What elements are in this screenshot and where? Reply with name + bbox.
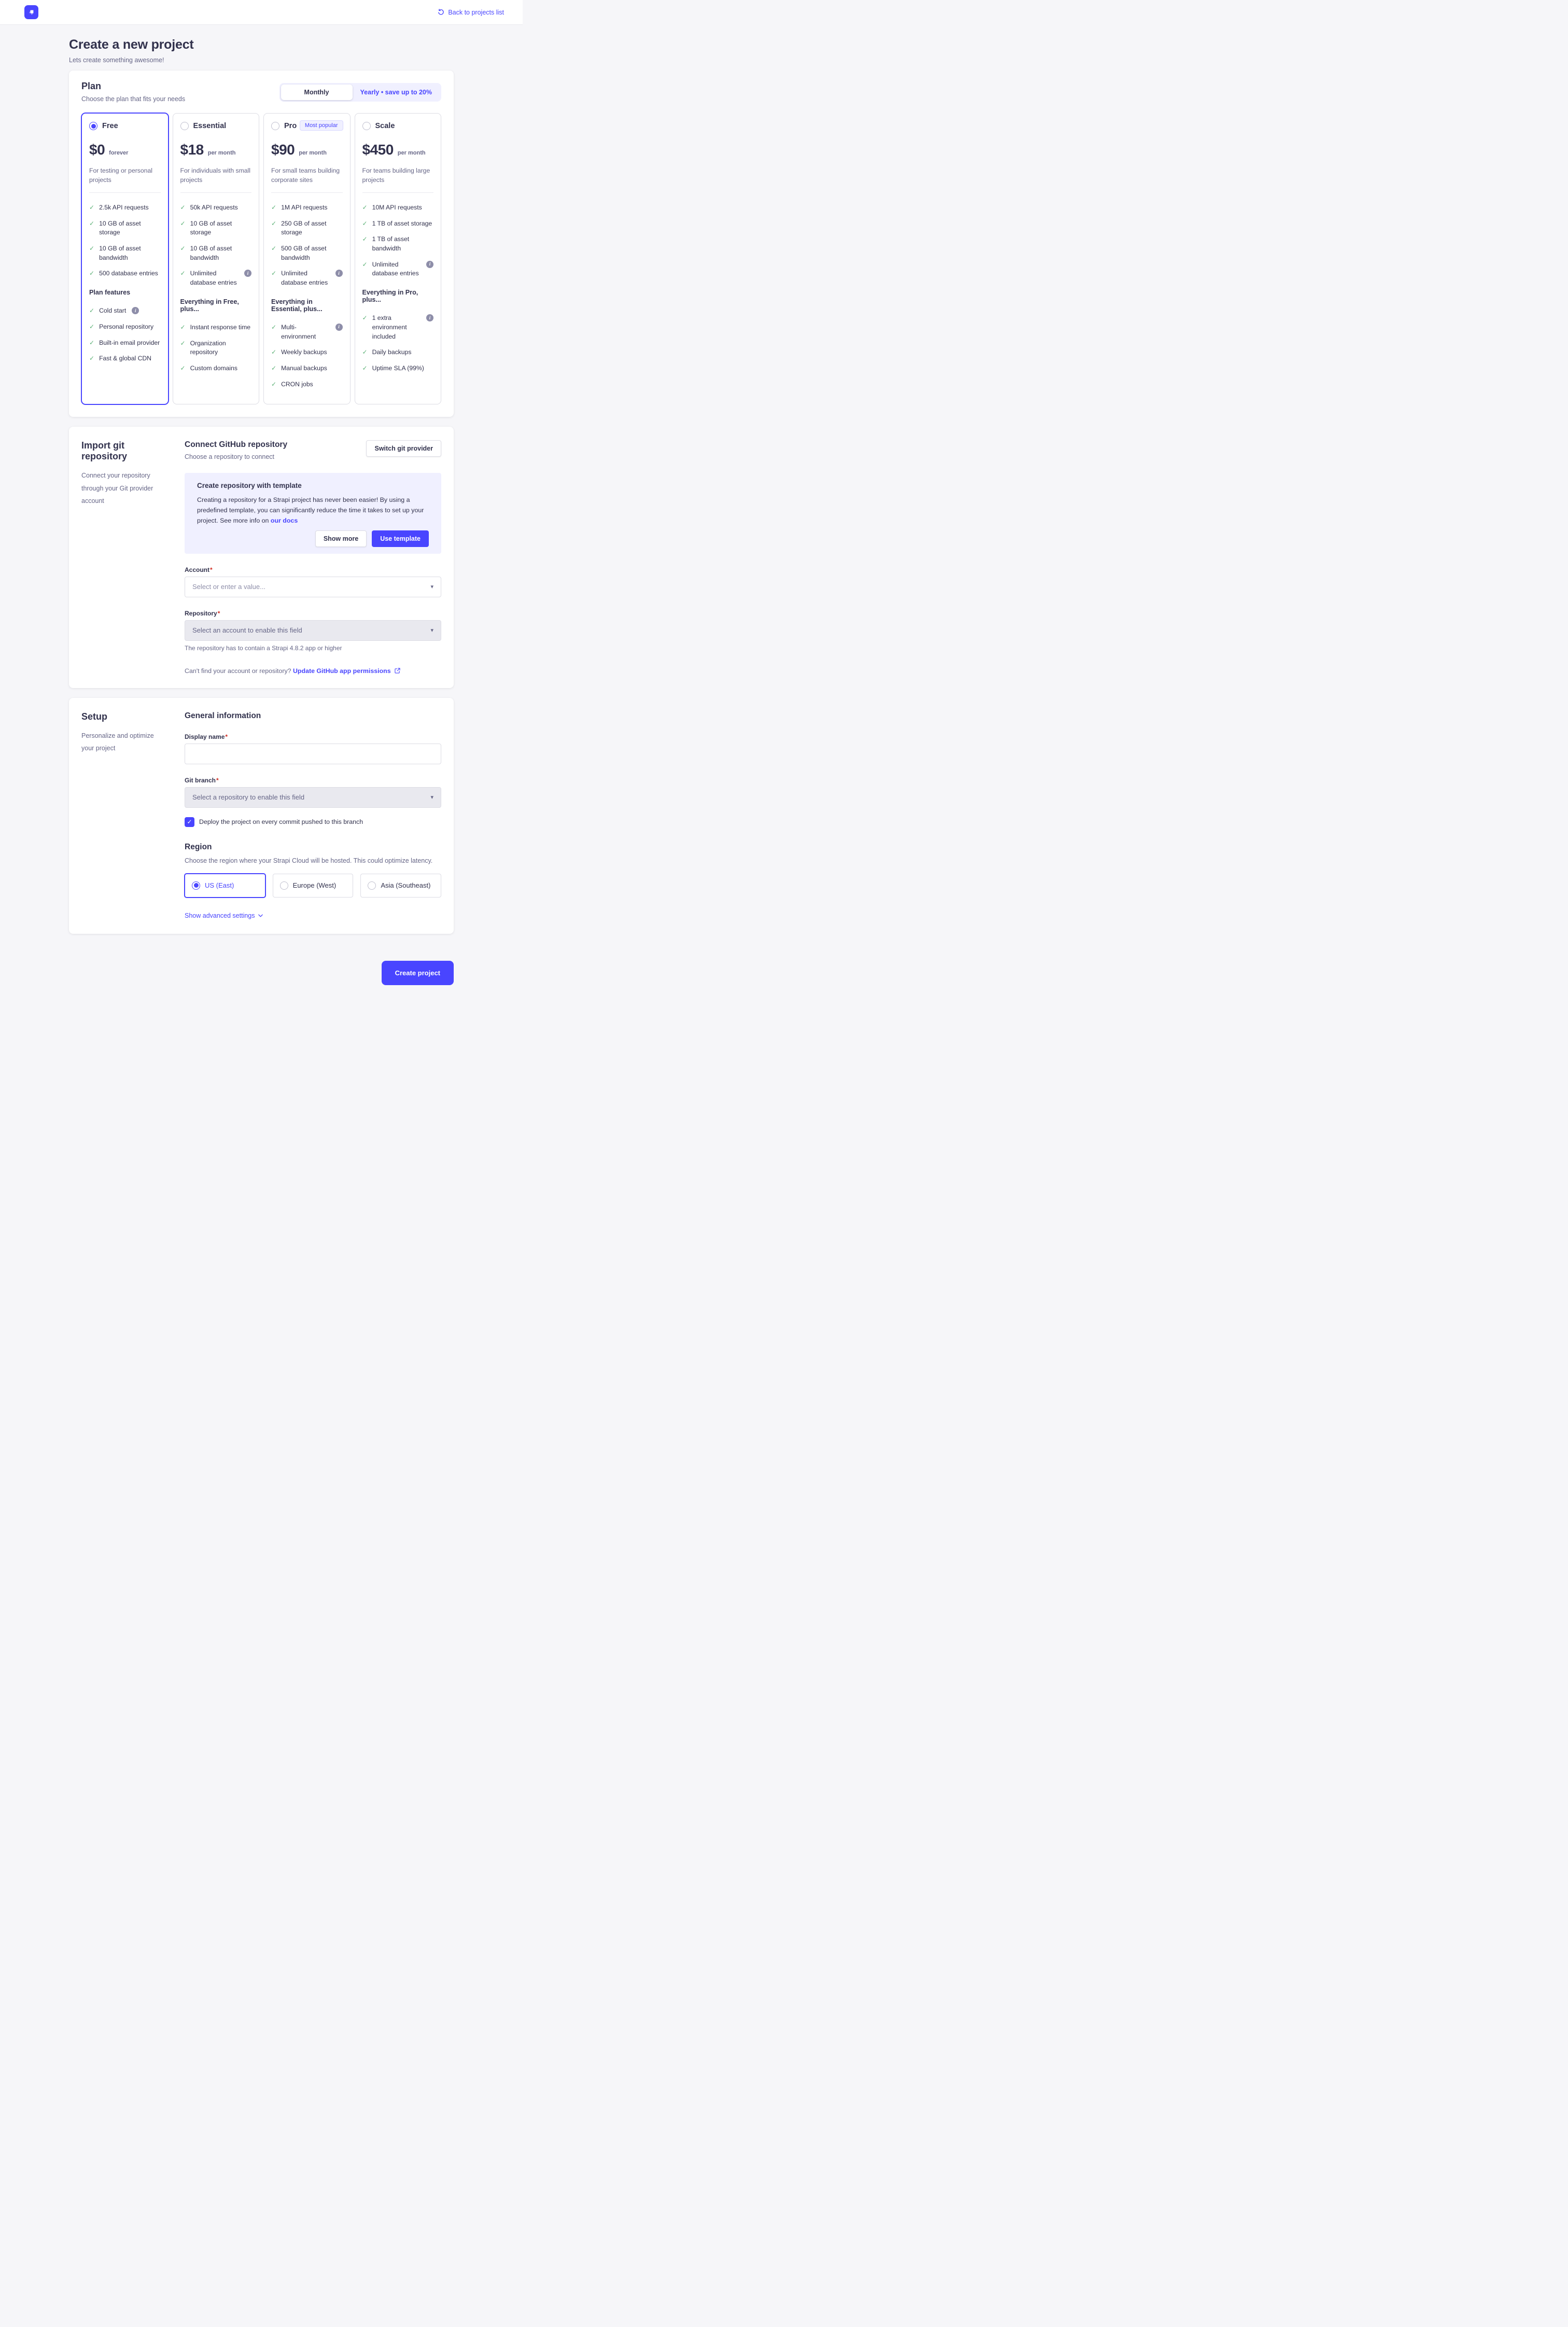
check-icon: ✓ bbox=[180, 270, 186, 277]
plan-price-period: per month bbox=[207, 150, 236, 156]
plan-price: $450 bbox=[362, 142, 394, 158]
chevron-down-icon bbox=[258, 914, 263, 917]
feature-label: Daily backups bbox=[372, 348, 412, 356]
plan-name: Essential bbox=[193, 122, 227, 130]
create-project-button[interactable]: Create project bbox=[382, 961, 454, 985]
check-icon: ✓ bbox=[89, 204, 95, 211]
feature-label: Personal repository bbox=[99, 323, 154, 330]
feature-label: 10 GB of asset bandwidth bbox=[190, 245, 232, 261]
feature-item bbox=[271, 269, 343, 287]
feature-label: 500 GB of asset bandwidth bbox=[281, 245, 327, 261]
plan-features-heading: Everything in Free, plus... bbox=[180, 298, 239, 313]
feature-item bbox=[180, 219, 252, 237]
feature-label: Custom domains bbox=[190, 364, 238, 372]
permissions-line: Can't find your account or repository? Update GitHub app permissions bbox=[185, 667, 441, 675]
repository-field bbox=[185, 610, 441, 652]
feature-label: 250 GB of asset storage bbox=[281, 219, 327, 236]
back-icon bbox=[438, 9, 444, 16]
account-select[interactable] bbox=[185, 577, 441, 597]
feature-label: 10 GB of asset storage bbox=[99, 219, 141, 236]
back-to-projects-link[interactable] bbox=[438, 9, 504, 16]
divider bbox=[180, 192, 252, 193]
check-icon: ✓ bbox=[362, 364, 368, 372]
feature-label: 50k API requests bbox=[190, 204, 238, 211]
setup-section bbox=[69, 698, 454, 934]
check-icon: ✓ bbox=[271, 204, 277, 211]
feature-item bbox=[271, 348, 343, 357]
feature-item bbox=[362, 260, 434, 278]
region-radio[interactable] bbox=[280, 881, 288, 890]
feature-label: Weekly backups bbox=[281, 348, 327, 356]
billing-toggle bbox=[279, 83, 441, 102]
plan-price: $18 bbox=[180, 142, 204, 158]
setup-description: Personalize and optimize your project bbox=[81, 732, 154, 752]
plan-feature-list bbox=[89, 203, 161, 278]
feature-item bbox=[180, 203, 252, 213]
feature-item bbox=[89, 219, 161, 237]
feature-item bbox=[89, 203, 161, 213]
feature-label: 1 TB of asset bandwidth bbox=[372, 235, 410, 253]
plan-card[interactable] bbox=[81, 113, 169, 404]
region-label: US (East) bbox=[205, 881, 234, 890]
plan-name: Pro bbox=[284, 122, 297, 130]
feature-label: Multi-environment bbox=[281, 323, 316, 340]
feature-item bbox=[89, 339, 161, 348]
external-link-icon bbox=[395, 668, 400, 674]
feature-label: Unlimited database entries bbox=[372, 260, 419, 277]
plan-description: For individuals with small projects bbox=[180, 167, 250, 184]
region-option[interactable] bbox=[185, 874, 265, 898]
required-asterisk: * bbox=[217, 609, 220, 617]
feature-item bbox=[89, 269, 161, 278]
check-icon: ✓ bbox=[89, 323, 95, 330]
billing-yearly-button[interactable]: Yearly • save up to 20% bbox=[353, 85, 440, 100]
feature-label: CRON jobs bbox=[281, 380, 313, 388]
feature-label: Manual backups bbox=[281, 364, 327, 372]
main-content bbox=[69, 37, 454, 985]
use-template-button[interactable]: Use template bbox=[372, 530, 429, 547]
plan-price-period: per month bbox=[397, 150, 426, 156]
info-icon[interactable]: i bbox=[244, 270, 251, 277]
feature-item bbox=[362, 364, 434, 373]
import-git-title: Import git repository bbox=[81, 440, 128, 462]
back-link-label: Back to projects list bbox=[448, 8, 504, 16]
repository-select-placeholder: Select an account to enable this field bbox=[192, 626, 302, 635]
template-panel bbox=[185, 473, 441, 554]
info-icon[interactable]: i bbox=[132, 307, 139, 314]
feature-label: 10 GB of asset bandwidth bbox=[99, 245, 141, 261]
plan-features-heading: Plan features bbox=[89, 289, 131, 297]
feature-item bbox=[89, 306, 161, 316]
required-asterisk: * bbox=[210, 566, 213, 573]
feature-item bbox=[362, 235, 434, 253]
template-panel-title: Create repository with template bbox=[197, 482, 302, 490]
feature-label: Instant response time bbox=[190, 323, 251, 331]
feature-label: Built-in email provider bbox=[99, 339, 160, 346]
feature-label: Unlimited database entries bbox=[281, 270, 328, 287]
plan-feature-list bbox=[180, 203, 252, 288]
feature-label: 1M API requests bbox=[281, 204, 328, 211]
feature-label: Uptime SLA (99%) bbox=[372, 364, 424, 372]
plan-price: $0 bbox=[89, 142, 105, 158]
region-radio[interactable] bbox=[368, 881, 376, 890]
connect-github-heading: Connect GitHub repository bbox=[185, 440, 288, 450]
feature-item bbox=[271, 323, 343, 341]
general-information-heading: General information bbox=[185, 711, 261, 720]
plan-section-subtitle: Choose the plan that fits your needs bbox=[81, 95, 186, 103]
strapi-logo[interactable] bbox=[24, 5, 38, 19]
git-branch-label: Git branch* bbox=[185, 776, 219, 784]
plan-extra-feature-list bbox=[89, 306, 161, 363]
page-subtitle: Lets create something awesome! bbox=[69, 57, 164, 64]
plan-description: For teams building large projects bbox=[362, 167, 430, 184]
display-name-label: Display name* bbox=[185, 733, 228, 740]
git-branch-placeholder: Select a repository to enable this field bbox=[192, 793, 305, 802]
feature-label: 500 database entries bbox=[99, 270, 158, 277]
app-header bbox=[0, 0, 523, 25]
info-icon[interactable]: i bbox=[335, 270, 343, 277]
setup-sidebar bbox=[81, 711, 162, 920]
region-label: Asia (Southeast) bbox=[381, 881, 431, 890]
show-more-button[interactable]: Show more bbox=[315, 530, 367, 547]
feature-label: Unlimited database entries bbox=[190, 270, 237, 287]
git-branch-field bbox=[185, 777, 441, 808]
region-description: Choose the region where your Strapi Cloud will be hosted. This could optimize latency. bbox=[185, 857, 433, 864]
region-grid bbox=[185, 874, 441, 898]
repository-label: Repository* bbox=[185, 609, 220, 617]
feature-label: 10 GB of asset storage bbox=[190, 219, 232, 236]
update-github-permissions-link[interactable]: Update GitHub app permissions bbox=[293, 667, 400, 675]
feature-item bbox=[271, 203, 343, 213]
info-icon[interactable]: i bbox=[426, 314, 433, 321]
check-icon: ✓ bbox=[89, 339, 95, 346]
feature-item bbox=[271, 244, 343, 262]
region-option[interactable] bbox=[360, 874, 441, 898]
region-option[interactable] bbox=[273, 874, 354, 898]
most-popular-badge: Most popular bbox=[300, 120, 343, 131]
plan-grid bbox=[81, 113, 441, 404]
repository-select bbox=[185, 620, 441, 641]
strapi-logo-icon bbox=[27, 8, 36, 17]
feature-item bbox=[271, 364, 343, 373]
git-branch-select bbox=[185, 787, 441, 808]
feature-item bbox=[89, 244, 161, 262]
feature-label: 1 TB of asset storage bbox=[372, 219, 432, 227]
deploy-checkbox[interactable]: ✓ bbox=[185, 817, 194, 827]
check-icon: ✓ bbox=[89, 219, 95, 227]
check-icon: ✓ bbox=[271, 219, 277, 227]
check-icon: ✓ bbox=[180, 339, 186, 347]
plan-radio[interactable] bbox=[180, 122, 189, 130]
feature-item bbox=[362, 314, 434, 341]
required-asterisk: * bbox=[216, 776, 219, 784]
repository-hint: The repository has to contain a Strapi 4.8.2 app or higher bbox=[185, 644, 342, 652]
plan-name: Scale bbox=[375, 122, 395, 130]
feature-item bbox=[180, 323, 252, 332]
check-icon: ✓ bbox=[362, 314, 368, 322]
feature-label: Organization repository bbox=[190, 339, 226, 356]
chevron-down-icon: ▾ bbox=[430, 584, 433, 591]
page-title: Create a new project bbox=[69, 37, 194, 52]
check-icon: ✓ bbox=[180, 364, 186, 372]
import-git-section bbox=[69, 427, 454, 688]
divider bbox=[362, 192, 434, 193]
plan-extra-feature-list bbox=[362, 314, 434, 373]
plan-description: For testing or personal projects bbox=[89, 167, 152, 184]
deploy-checkbox-row[interactable] bbox=[185, 817, 441, 827]
check-icon: ✓ bbox=[180, 219, 186, 227]
check-icon: ✓ bbox=[271, 270, 277, 277]
plan-card[interactable] bbox=[263, 113, 351, 404]
plan-price-period: forever bbox=[109, 150, 129, 156]
check-icon: ✓ bbox=[271, 245, 277, 253]
feature-label: 10M API requests bbox=[372, 204, 422, 211]
plan-name: Free bbox=[102, 122, 118, 130]
feature-item bbox=[180, 244, 252, 262]
check-icon: ✓ bbox=[362, 235, 368, 243]
required-asterisk: * bbox=[225, 733, 228, 740]
plan-feature-list bbox=[362, 203, 434, 278]
footer-actions bbox=[69, 961, 454, 985]
deploy-checkbox-label: Deploy the project on every commit pushed to this branch bbox=[199, 818, 363, 826]
plan-extra-feature-list bbox=[271, 323, 343, 389]
plan-extra-feature-list bbox=[180, 323, 252, 373]
setup-title: Setup bbox=[81, 711, 108, 722]
plan-radio[interactable] bbox=[271, 122, 279, 130]
check-icon: ✓ bbox=[271, 348, 277, 356]
feature-label: 1 extra environment included bbox=[372, 314, 407, 340]
region-label: Europe (West) bbox=[292, 881, 337, 890]
plan-features-heading: Everything in Essential, plus... bbox=[271, 298, 323, 313]
plan-section bbox=[69, 71, 454, 417]
feature-item bbox=[180, 364, 252, 373]
account-select-placeholder: Select or enter a value... bbox=[192, 583, 265, 591]
check-icon: ✓ bbox=[89, 355, 95, 362]
region-radio[interactable] bbox=[192, 881, 200, 890]
feature-item bbox=[89, 323, 161, 332]
info-icon[interactable]: i bbox=[426, 261, 433, 268]
import-git-description: Connect your repository through your Git provider account bbox=[81, 472, 153, 504]
divider bbox=[271, 192, 343, 193]
feature-label: Cold start bbox=[99, 307, 127, 315]
account-label: Account* bbox=[185, 566, 213, 573]
check-icon: ✓ bbox=[362, 348, 368, 356]
plan-radio[interactable] bbox=[89, 122, 97, 130]
check-icon: ✓ bbox=[271, 364, 277, 372]
plan-card[interactable] bbox=[355, 113, 442, 404]
check-icon: ✓ bbox=[271, 380, 277, 388]
info-icon[interactable]: i bbox=[335, 324, 343, 331]
feature-item bbox=[362, 348, 434, 357]
check-icon: ✓ bbox=[180, 204, 186, 211]
chevron-down-icon: ▾ bbox=[430, 627, 433, 634]
check-icon: ✓ bbox=[89, 270, 95, 277]
plan-card[interactable] bbox=[173, 113, 260, 404]
check-icon: ✓ bbox=[180, 245, 186, 253]
feature-label: Fast & global CDN bbox=[99, 355, 151, 362]
import-git-sidebar bbox=[81, 440, 162, 675]
feature-item bbox=[180, 269, 252, 287]
feature-item bbox=[271, 380, 343, 389]
our-docs-link[interactable]: our docs bbox=[270, 516, 298, 524]
check-icon: ✓ bbox=[89, 245, 95, 253]
account-field bbox=[185, 566, 441, 597]
plan-section-title: Plan bbox=[81, 81, 102, 91]
plan-price-period: per month bbox=[299, 150, 327, 156]
plan-price: $90 bbox=[271, 142, 295, 158]
check-icon: ✓ bbox=[362, 260, 368, 268]
billing-monthly-button[interactable]: Monthly bbox=[281, 85, 353, 100]
region-heading: Region bbox=[185, 842, 212, 851]
feature-item bbox=[362, 203, 434, 213]
feature-item bbox=[271, 219, 343, 237]
template-panel-body: Creating a repository for a Strapi project has never been easier! By using a predefined template, you can significantly reduce the time it takes to set up your project. See more info on our docs bbox=[197, 496, 424, 524]
check-icon: ✓ bbox=[89, 307, 95, 315]
feature-item bbox=[362, 219, 434, 229]
check-icon: ✓ bbox=[271, 323, 277, 331]
plan-radio[interactable] bbox=[362, 122, 371, 130]
plan-description: For small teams building corporate sites bbox=[271, 167, 340, 184]
plan-features-heading: Everything in Pro, plus... bbox=[362, 289, 418, 304]
connect-github-subheading: Choose a repository to connect bbox=[185, 453, 275, 461]
feature-item bbox=[180, 339, 252, 357]
check-icon: ✓ bbox=[362, 204, 368, 211]
switch-git-provider-button[interactable]: Switch git provider bbox=[366, 440, 441, 457]
check-icon: ✓ bbox=[180, 323, 186, 331]
feature-label: 2.5k API requests bbox=[99, 204, 149, 211]
show-advanced-settings-link[interactable]: Show advanced settings bbox=[185, 912, 263, 919]
plan-feature-list bbox=[271, 203, 343, 288]
check-icon: ✓ bbox=[362, 219, 368, 227]
chevron-down-icon: ▾ bbox=[430, 794, 433, 801]
feature-item bbox=[89, 354, 161, 363]
display-name-field bbox=[185, 733, 441, 764]
divider bbox=[89, 192, 161, 193]
display-name-input[interactable] bbox=[185, 744, 441, 764]
